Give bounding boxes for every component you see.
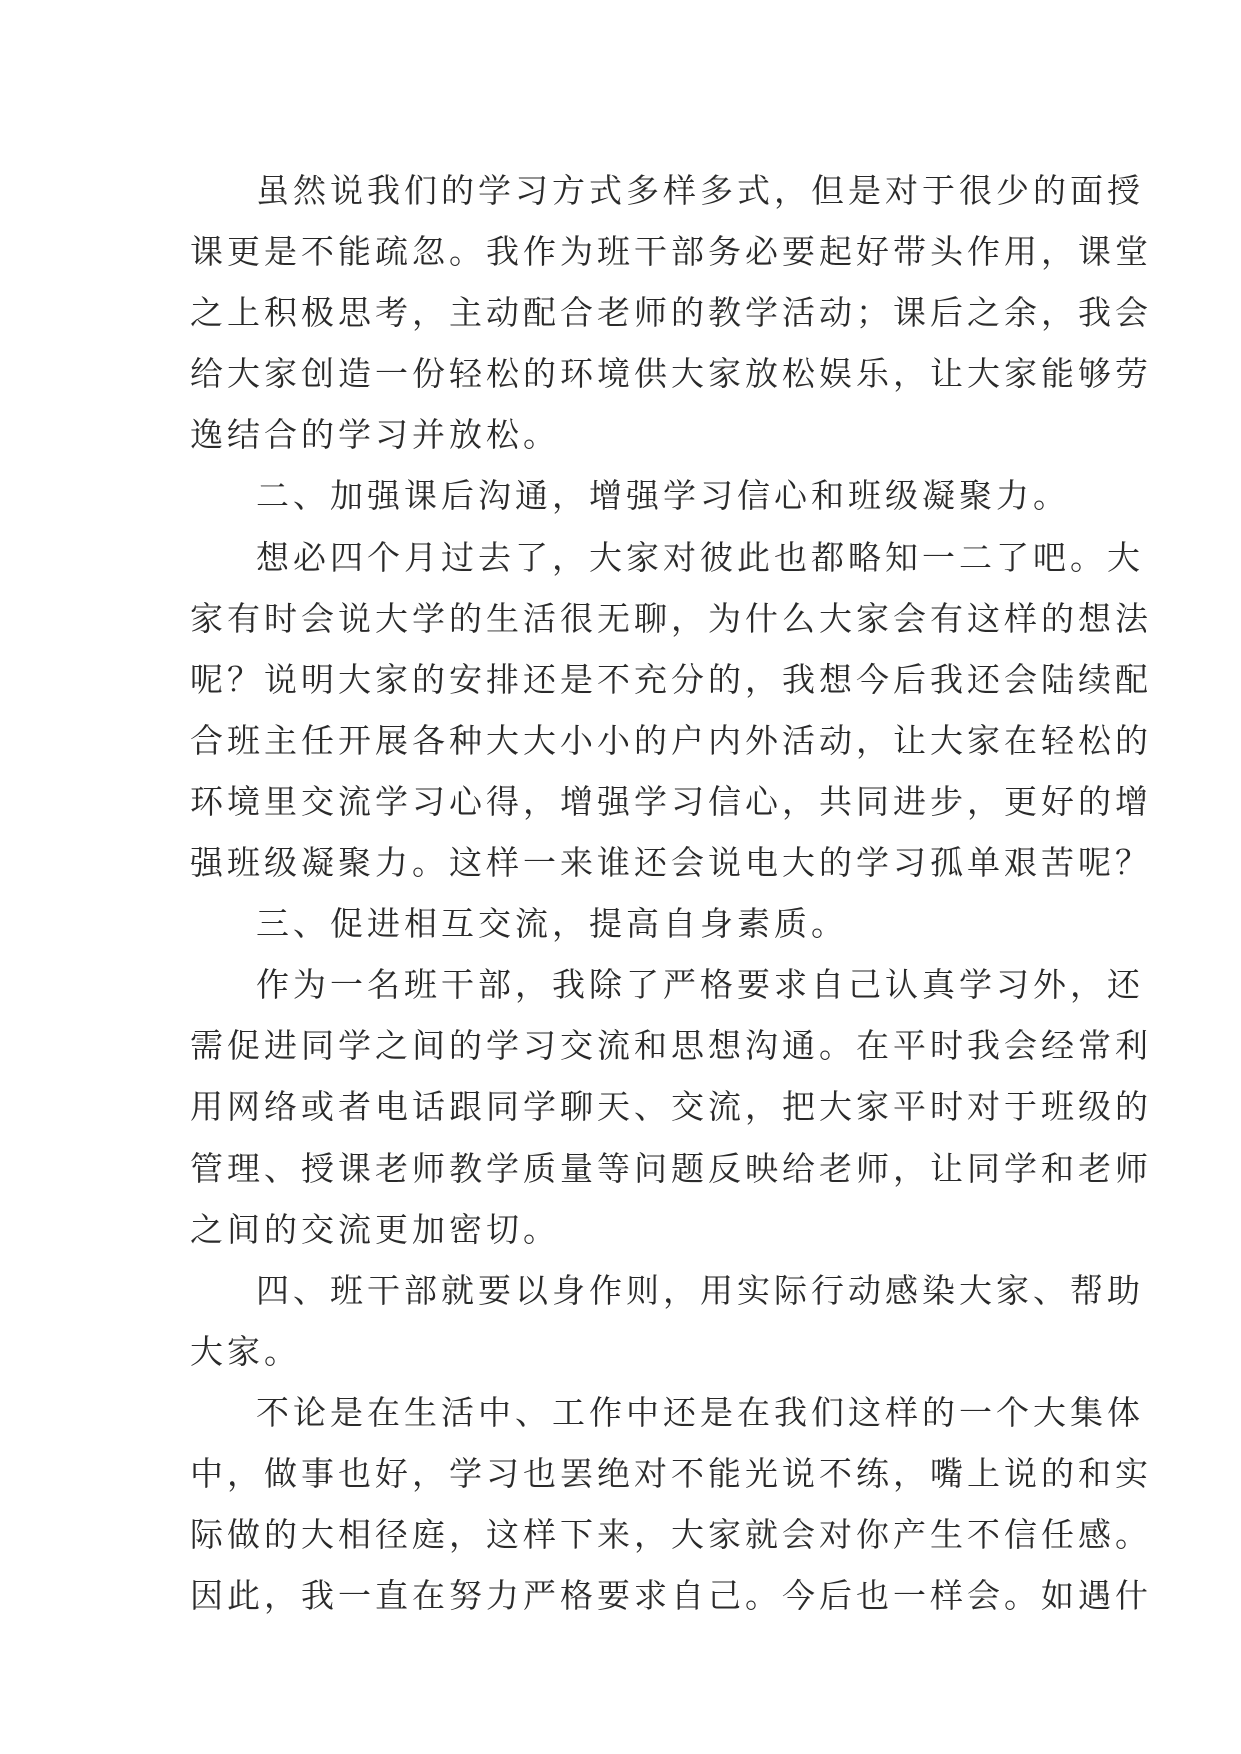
text-line: 之上积极思考，主动配合老师的教学活动；课后之余，我会 — [190, 293, 1152, 333]
document-body — [190, 160, 1152, 1626]
text-line: 想必四个月过去了，大家对彼此也都略知一二了吧。大 — [256, 537, 1144, 577]
text-line: 家有时会说大学的生活很无聊，为什么大家会有这样的想法 — [190, 598, 1152, 638]
text-line: 不论是在生活中、工作中还是在我们这样的一个大集体 — [256, 1392, 1144, 1432]
text-line: 强班级凝聚力。这样一来谁还会说电大的学习孤单艰苦呢？ — [190, 843, 1152, 883]
text-line: 用网络或者电话跟同学聊天、交流，把大家平时对于班级的 — [190, 1087, 1152, 1127]
text-line: 作为一名班干部，我除了严格要求自己认真学习外，还 — [256, 965, 1144, 1005]
text-line: 呢？说明大家的安排还是不充分的，我想今后我还会陆续配 — [190, 659, 1152, 699]
section-heading: 三、促进相互交流，提高自身素质。 — [256, 904, 848, 944]
section-heading: 四、班干部就要以身作则，用实际行动感染大家、帮助 — [256, 1270, 1144, 1310]
text-line: 际做的大相径庭，这样下来，大家就会对你产生不信任感。 — [190, 1515, 1152, 1555]
text-line: 环境里交流学习心得，增强学习信心，共同进步，更好的增 — [190, 781, 1152, 821]
text-line: 给大家创造一份轻松的环境供大家放松娱乐，让大家能够劳 — [190, 354, 1152, 394]
text-line: 合班主任开展各种大大小小的户内外活动，让大家在轻松的 — [190, 720, 1152, 760]
section-heading: 二、加强课后沟通，增强学习信心和班级凝聚力。 — [256, 476, 1070, 516]
text-line: 课更是不能疏忽。我作为班干部务必要起好带头作用，课堂 — [190, 232, 1152, 272]
text-line: 虽然说我们的学习方式多样多式，但是对于很少的面授 — [256, 171, 1144, 210]
text-line: 因此，我一直在努力严格要求自己。今后也一样会。如遇什 — [190, 1576, 1152, 1616]
text-line: 中，做事也好，学习也罢绝对不能光说不练，嘴上说的和实 — [190, 1453, 1152, 1493]
section-heading-continuation: 大家。 — [190, 1331, 301, 1371]
text-line: 管理、授课老师教学质量等问题反映给老师，让同学和老师 — [190, 1148, 1152, 1188]
text-line: 需促进同学之间的学习交流和思想沟通。在平时我会经常利 — [190, 1026, 1152, 1066]
text-line: 逸结合的学习并放松。 — [190, 415, 560, 455]
text-line: 之间的交流更加密切。 — [190, 1209, 560, 1249]
